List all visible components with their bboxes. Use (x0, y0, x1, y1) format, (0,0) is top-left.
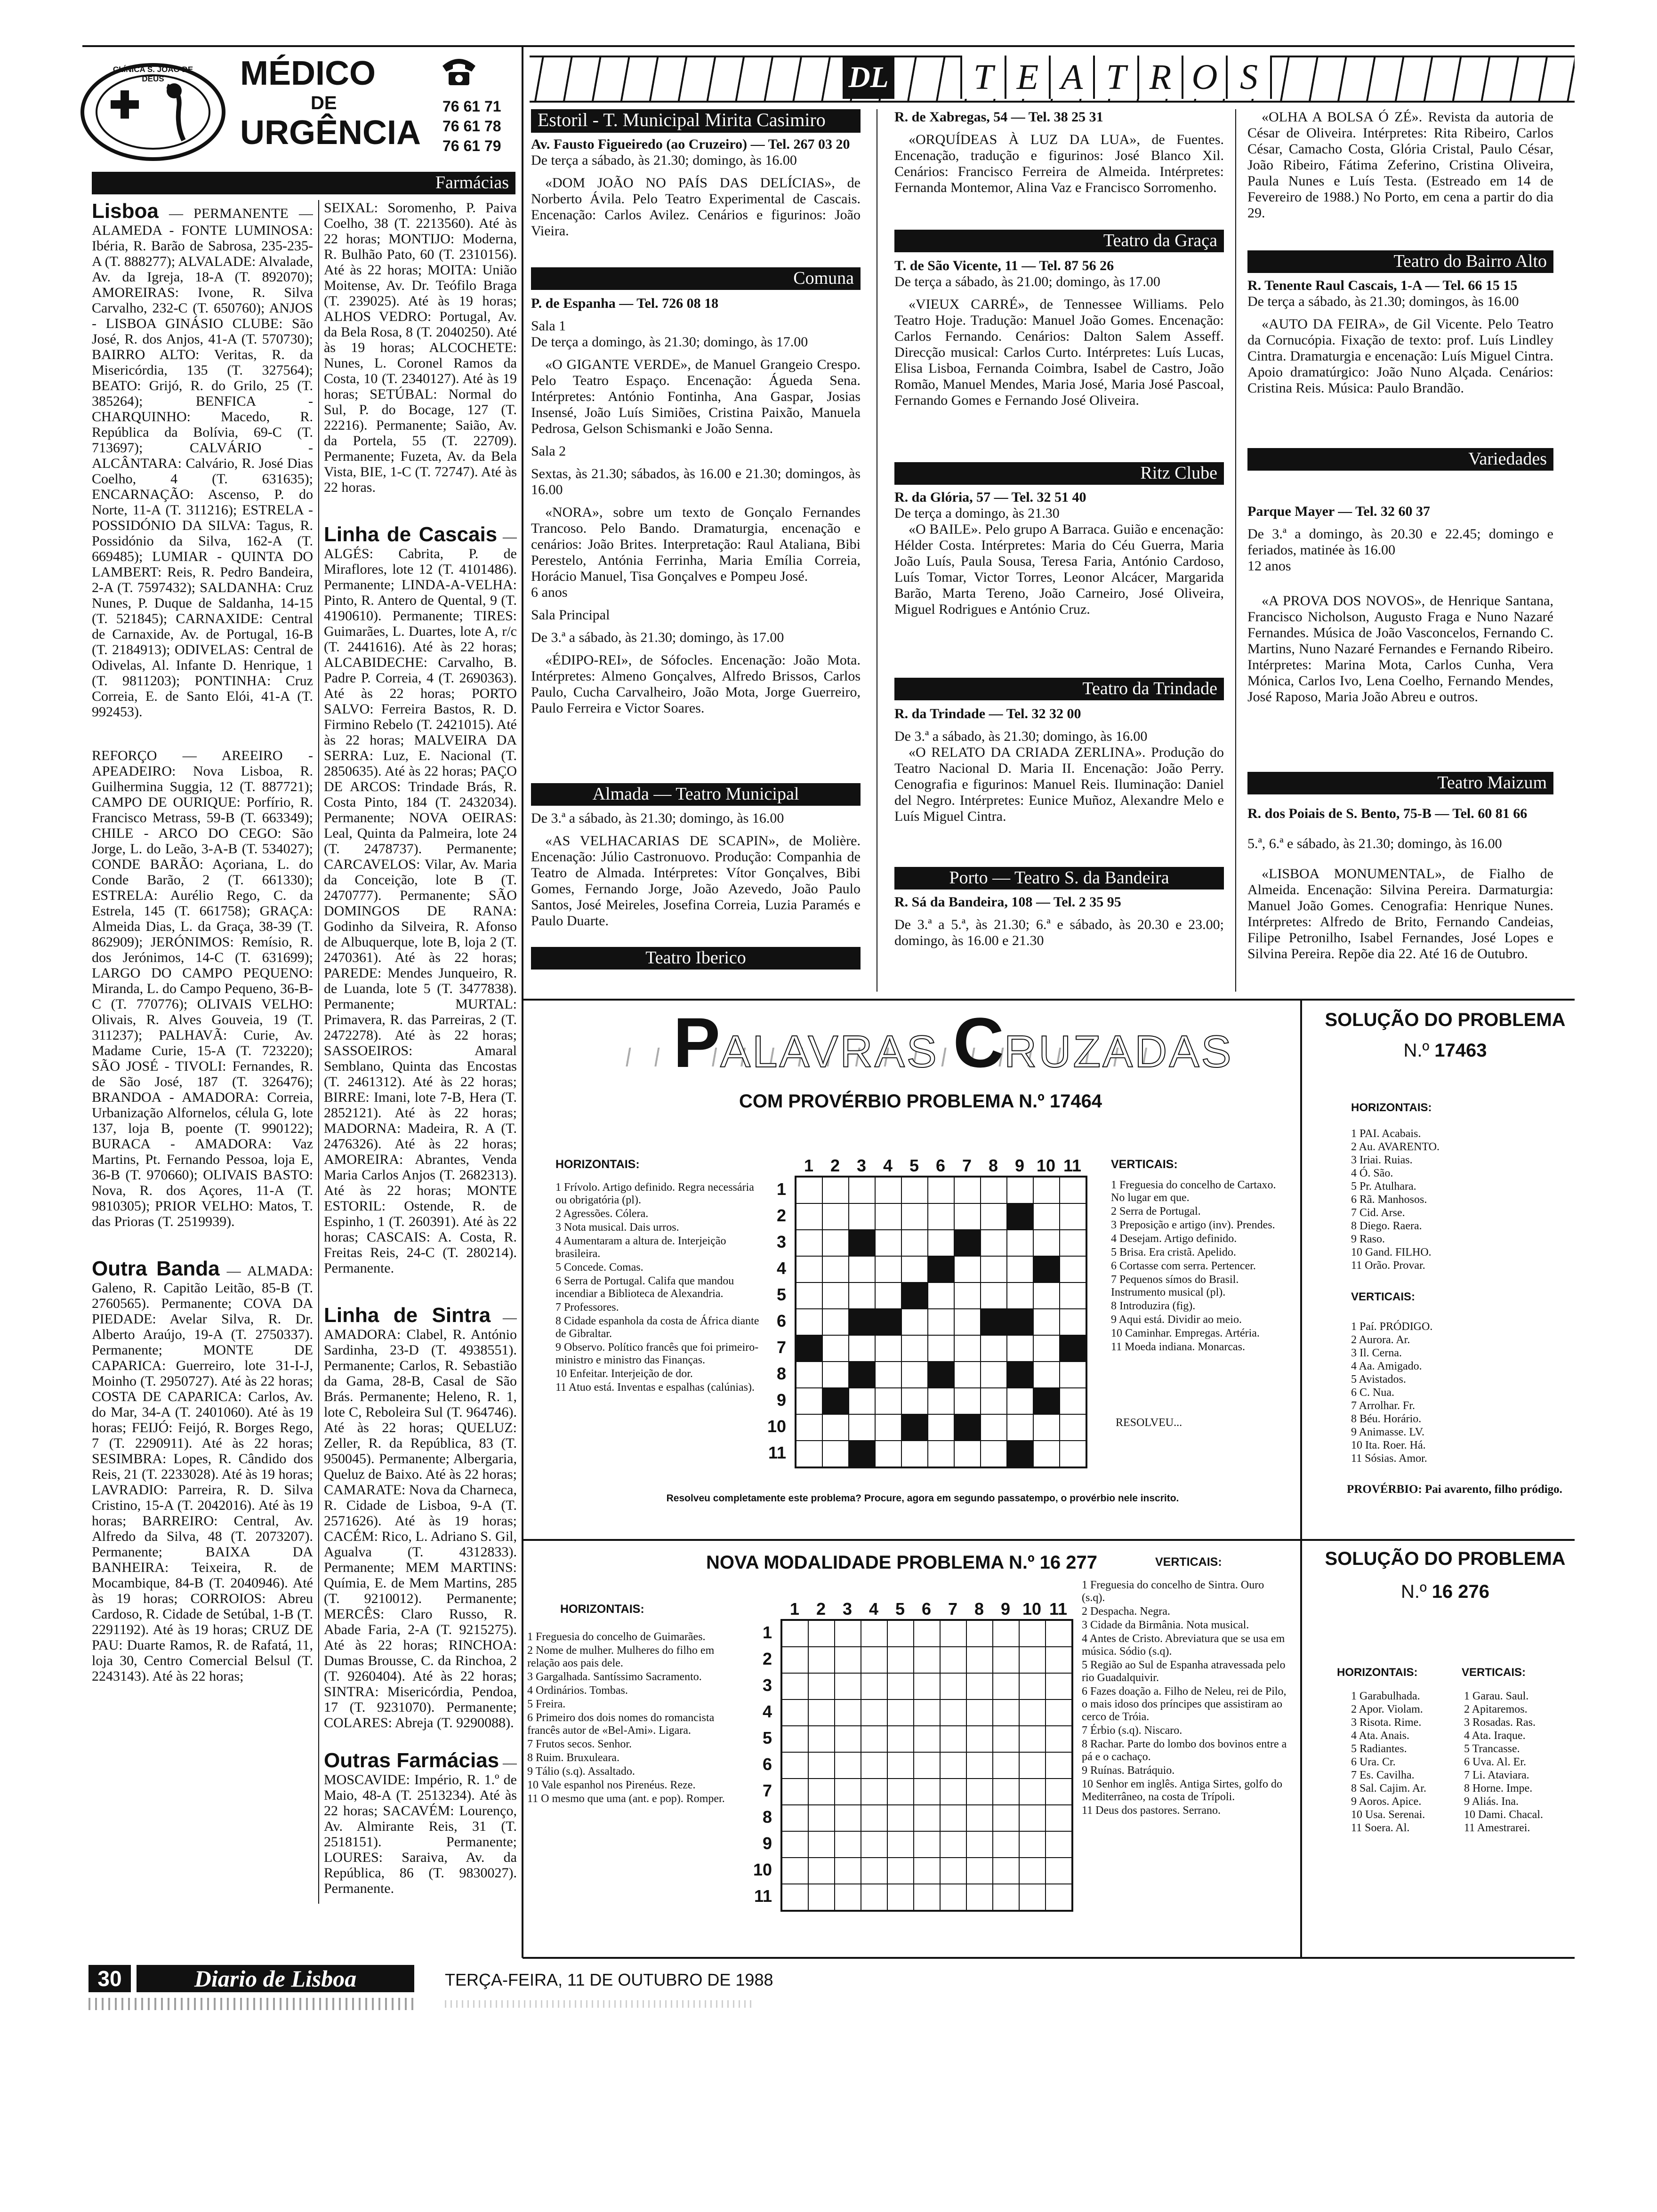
solution-entry: 3 Il. Cerna. (1351, 1347, 1402, 1359)
crossword-clue: 6 Cortasse com serra. Pertencer. (1111, 1260, 1256, 1272)
pharmacy-outra-banda (92, 1258, 313, 1684)
grid-row-number: 3 (776, 1232, 786, 1251)
solution-entry: 2 Apitaremos. (1464, 1703, 1528, 1715)
solution-entry: 2 Apor. Violam. (1351, 1703, 1423, 1715)
crossword-top-rule (523, 999, 1575, 1001)
clinic-logo-text: CLÍNICA S. JOÃO DE DEUS (113, 65, 193, 83)
solution-1-number-prefix: N.º (1403, 1040, 1435, 1061)
solution-2-vert-label: VERTICAIS: (1462, 1666, 1526, 1679)
theater-estoril (531, 136, 861, 246)
palavras-cruzadas-banner (673, 1003, 1233, 1082)
grid-row-number: 4 (762, 1702, 772, 1721)
teatros-letter: O (1182, 56, 1226, 99)
grid-row-number: 2 (776, 1206, 786, 1225)
outras-heading: Outras Farmácias (324, 1749, 499, 1772)
solution-entry: 3 Risota. Rime. (1351, 1716, 1422, 1729)
grid-column-number: 9 (1014, 1156, 1025, 1175)
solution-2-number-prefix: N.º (1400, 1581, 1432, 1602)
grid-row-number: 6 (762, 1755, 772, 1774)
solution-1-number-value: 17463 (1434, 1040, 1487, 1061)
solution-1-title: SOLUÇÃO DO PROBLEMA (1325, 1010, 1566, 1030)
farmacias-bar: Farmácias (92, 172, 515, 194)
solution-entry: 5 Trancasse. (1464, 1743, 1520, 1755)
grid-row-number: 6 (776, 1311, 786, 1330)
solution-entry: 9 Aliás. Ina. (1464, 1795, 1519, 1808)
theater-porto (894, 894, 1224, 955)
crossword-1-vertical-clues (1111, 1179, 1290, 1354)
solution-entry: 1 Paí. PRÓDIGO. (1351, 1321, 1433, 1333)
theater-almada (531, 810, 861, 936)
de-word: DE (311, 93, 337, 113)
crossword-1-resolveu: RESOLVEU... (1116, 1417, 1182, 1429)
solution-entry: 3 Rosadas. Ras. (1464, 1716, 1536, 1729)
theater-schedule: Sextas, às 21.30; sábados, às 16.00 e 21.30; domingos, às 16.00 (531, 466, 861, 497)
solution-2-number-value: 16 276 (1432, 1581, 1490, 1602)
theater-age: 12 anos (1247, 558, 1291, 574)
crossword-clue: 11 Atuo está. Inventas e espalhas (calúnias). (555, 1381, 755, 1394)
theater-address: Av. Fausto Figueiredo (ao Cruzeiro) — Tel. 267 03 20 (531, 136, 850, 152)
solution-entry: 7 Arrolhar. Fr. (1351, 1400, 1415, 1412)
solution-1-vert-label: VERTICAIS: (1351, 1290, 1416, 1303)
sintra-heading: Linha de Sintra (324, 1304, 491, 1327)
clinic-logo (78, 60, 228, 164)
grid-column-number: 10 (1022, 1599, 1042, 1619)
grid-row-number: 2 (762, 1649, 772, 1668)
theater-ritz (894, 489, 1224, 624)
grid-column-number: 6 (935, 1156, 946, 1175)
theater-room: Sala Principal (531, 607, 610, 623)
crossword-clue: 11 Deus dos pastores. Serrano. (1082, 1804, 1221, 1817)
solution-entry: 10 Ita. Roer. Há. (1351, 1439, 1426, 1451)
theater-address: R. de Xabregas, 54 — Tel. 38 25 31 (894, 109, 1103, 125)
teatros-letter: S (1226, 56, 1272, 99)
crossword-clue: 9 Ruínas. Batráquio. (1082, 1764, 1175, 1777)
solution-entry: 6 C. Nua. (1351, 1387, 1394, 1399)
grid-border (795, 1176, 1087, 1468)
crossword-clue: 7 Érbio (s.q). Niscaro. (1082, 1724, 1182, 1737)
crossword-clue: 7 Pequenos símos do Brasil. Instrumento musical (pl). (1111, 1274, 1239, 1298)
teatros-col-rule-2 (1235, 109, 1236, 992)
crossword-clue: 4 Antes de Cristo. Abreviatura que se usa em música. Sódio (s.q). (1082, 1633, 1285, 1658)
theater-address: T. de São Vicente, 11 — Tel. 87 56 26 (894, 258, 1114, 273)
crossword-clue: 1 Freguesia do concelho de Guimarães. (527, 1631, 706, 1643)
crossword-clue: 1 Freguesia do concelho de Sintra. Ouro (s.q). (1082, 1579, 1264, 1604)
theater-iberico (894, 109, 1224, 202)
outra-banda-heading: Outra Banda (92, 1257, 220, 1280)
grid-column-number: 5 (895, 1599, 905, 1619)
theater-bar-ritz: Ritz Clube (894, 462, 1224, 485)
grid-row-number: 8 (762, 1807, 772, 1827)
grid-column-number: 9 (1000, 1599, 1011, 1619)
theater-address: R. dos Poiais de S. Bento, 75-B — Tel. 60 81 66 (1247, 806, 1528, 821)
phone-number: 76 61 78 (442, 118, 501, 135)
theater-description: «A PROVA DOS NOVOS», de Henrique Santana, Francisco Nicholson, Augusto Fraga e Nuno Nazaré Fernandes. Música de João Vasconcelos, Fernando C. Martins, Nuno Nazaré Fernandes e Fernando Ribeiro. Intérpretes: Marina Mota, Carlos Cunha, Vera Mónica, Carlos Ivo, Lena Coelho, Fernando Mendes, José Raposo, Maria João Abreu e outros. (1247, 593, 1553, 705)
grid-row-number: 5 (762, 1728, 772, 1747)
theater-bar-estoril: Estoril - T. Municipal Mirita Casimiro (531, 109, 861, 133)
grid-column-number: 4 (869, 1599, 879, 1619)
theater-schedule: De 3.ª a sábado, às 21.30; domingo, às 16.00 (531, 810, 784, 826)
solution-entry: 2 Au. AVARENTO. (1351, 1141, 1440, 1153)
solution-entry: 9 Aoros. Apice. (1351, 1795, 1422, 1808)
solution-entry: 11 Soera. Al. (1351, 1822, 1410, 1834)
theater-graca (894, 258, 1224, 415)
theater-address: R. da Glória, 57 — Tel. 32 51 40 (894, 489, 1086, 505)
grid-column-number: 8 (974, 1599, 984, 1619)
sintra-listing: — AMADORA: Clabel, R. António Sardinha, 23-D (T. 4938551). Permanente; Carlos, R. Sebastião da Gama, 28-B, Casal de São Brás. Permanente; Heleno, R. 1, lote C, Reboleira Sul (T. 964746). Até às 22 horas; QUELUZ: Zeller, R. da República, 83 (T. 950045). Permanente; Albergaria, Queluz de Baixo. Até às 22 horas; CAMARATE: Nova da Charneca, R. Cidade de Lisboa, 9-A (T. 2571626). Até às 19 horas; CACÉM: Rico, L. Adriano S. Gil, Agualva (T. 4312833). Permanente; MEM MARTINS: Químia, E. de Mem Martins, 285 (T. 9210012). Permanente; MERCÊS: Claro Russo, R. Abade Faria, 2-A (T. 9215275). Até às 22 horas; RINCHOA: Dumas Brousse, C. da Rinchoa, 2 (T. 9260404). Até às 22 horas; SINTRA: Misericórdia, Pendoa, 17 (T. 9231070). Permanente; COLARES: Abreja (T. 9290088). (324, 1310, 517, 1731)
urgencia-word: URGÊNCIA (240, 114, 421, 152)
crossword-clue: 4 Aumentaram a altura de. Interjeição brasileira. (555, 1235, 726, 1260)
theater-schedule: De terça a sábado, às 21.00; domingo, às 17.00 (894, 274, 1160, 289)
solution-entry: 6 Ura. Cr. (1351, 1756, 1396, 1768)
solution-2-verticais (1464, 1690, 1572, 1835)
theater-description: «VIEUX CARRÉ», de Tennessee Williams. Pelo Teatro Hoje. Tradução: Manuel João Gomes. Encenação: Carlos Fernando. Cenários: Dalton Salem Asseff. Direcção musical: Carlos Curto. Intérpretes: Luís Lucas, Elisa Lisboa, Fernanda Coimbra, Isabel de Castro, João Romão, Manuel Mendes, Maria José, Maria José Pascoal, Fernando Gomes e Fernando José Oliveira. (894, 297, 1224, 408)
theater-description: «O GIGANTE VERDE», de Manuel Grangeio Crespo. Pelo Teatro Espaço. Encenação: Águeda Sena. Intérpretes: António Fontinha, Ana Gaspar, Josias Insensé, João Luís Simiões, Cristina Paixão, Manuela Pedrosa, Gelson Schismanki e João Senna. (531, 357, 861, 436)
crossword-1-grid (767, 1156, 1087, 1481)
grid-row-number: 8 (776, 1364, 786, 1383)
grid-row-number: 3 (762, 1675, 772, 1695)
pharmacy-cascais (324, 523, 517, 1276)
solution-entry: 2 Aurora. Ar. (1351, 1334, 1410, 1346)
crossword-clue: 4 Desejam. Artigo definido. (1111, 1233, 1237, 1245)
theater-schedule: De terça a sábado, às 21.30; domingos, às 16.00 (1247, 294, 1519, 309)
medico-title (240, 56, 421, 151)
crossword-2-grid (753, 1599, 1073, 1924)
solution-entry: 10 Dami. Chacal. (1464, 1809, 1543, 1821)
crossword-clue: 9 Observo. Político francês que foi primeiro-ministro e ministro das Finanças. (555, 1341, 759, 1366)
solution-entry: 3 Iriai. Ruias. (1351, 1154, 1413, 1166)
pharmacy-column-rule (318, 200, 319, 1904)
theater-bar-maizum: Teatro Maizum (1247, 772, 1553, 794)
solution-1-verticais (1351, 1320, 1558, 1465)
crossword-clue: 2 Despacha. Negra. (1082, 1605, 1170, 1618)
publication-date: TERÇA-FEIRA, 11 DE OUTUBRO DE 1988 (445, 1970, 773, 1989)
crossword-clue: 8 Introduzira (fig). (1111, 1300, 1196, 1312)
theater-variedades (1247, 504, 1553, 712)
grid-column-number: 3 (856, 1156, 867, 1175)
banner-initial-p: P (673, 1003, 721, 1082)
theater-description: «O BAILE». Pelo grupo A Barraca. Guião e encenação: Hélder Costa. Intérpretes: Maria do Céu Guerra, Maria João Luís, Paula Sousa, Teresa Faria, António Cardoso, Luís Tomar, Victor Torres, Leonor Alcácer, Margarida Barão, Marta Tereno, João Carneiro, José Oliveira, Miguel Rodrigues e António Cruz. (894, 521, 1224, 617)
crossword-clue: 2 Serra de Portugal. (1111, 1205, 1201, 1218)
grid-row-number: 11 (754, 1886, 772, 1906)
teatros-title (960, 56, 1272, 99)
grid-row-number: 7 (776, 1338, 786, 1357)
crossword-clue: 10 Vale espanhol nos Pirenéus. Reze. (527, 1779, 696, 1791)
crossword-clue: 4 Ordinários. Tombas. (527, 1684, 628, 1697)
crossword-clue: 7 Professores. (555, 1301, 619, 1314)
crossword-clue: 3 Cidade da Birmânia. Nota musical. (1082, 1619, 1249, 1631)
banner-initial-c: C (953, 1003, 1004, 1082)
pharmacy-column-1 (92, 200, 313, 1908)
dl-monogram: DL (843, 56, 894, 99)
theater-age: 6 anos (531, 585, 568, 600)
theater-description: «LISBOA MONUMENTAL», de Fialho de Almeida. Encenação: Silvina Pereira. Darmaturgia: Manuel João Gomes. Cenografia: Henrique Nunes. Intérpretes: Alfredo de Brito, Fernando Candeias, Filipe Petronilho, Isabel Fernandes, José Lopes e Silvina Pereira. Repõe dia 22. Até 16 de Outubro. (1247, 866, 1553, 962)
solution-entry: 4 Aa. Amigado. (1351, 1360, 1422, 1372)
solution-entry: 6 Rã. Manhosos. (1351, 1194, 1427, 1206)
crossword-clue: 6 Fazes doação a. Filho de Neleu, rei de Pilo, o mais idoso dos príncipes que assistiram ao cerco de Tróia. (1082, 1685, 1287, 1723)
grid-column-number: 1 (804, 1156, 814, 1175)
theater-description: «NORA», sobre um texto de Gonçalo Fernandes Trancoso. Pelo Bando. Dramaturgia, encenação e cenários: João Brites. Interpretação: Raul Ataliana, Bibi Perestelo, Antónia Ferrinha, Maria Emília Correia, Horácio Manuel, Tisa Gonçalves e Pompeu José. (531, 505, 861, 584)
footer-dots (88, 1998, 418, 2010)
crossword-1-horizontal-clues (555, 1181, 763, 1395)
solution-2-number (1318, 1581, 1572, 1603)
grid-column-number: 7 (948, 1599, 958, 1619)
solution-entry: 10 Gand. FILHO. (1351, 1246, 1432, 1258)
theater-bar-almada: Almada — Teatro Municipal (531, 783, 861, 806)
medico-word: MÉDICO (240, 55, 376, 92)
pharmacy-lisboa (92, 200, 313, 720)
theater-schedule: De 3.ª a 5.ª, às 21.30; 6.ª e sábado, às 20.30 e 23.00; domingo, às 16.00 e 21.30 (894, 917, 1224, 948)
teatros-letter: A (1049, 56, 1093, 99)
crossword-clue: 6 Primeiro dos dois nomes do romancista francês autor de «Bel-Ami». Ligara. (527, 1712, 715, 1737)
theater-description: «O RELATO DA CRIADA ZERLINA». Produção do Teatro Nacional D. Maria II. Encenação: João Perry. Cenografia e figurinos: Manuel Reis. Iluminação: Daniel del Negro. Intérpretes: Eunice Muñoz, Alexandre Melo e Luís Miguel Cintra. (894, 745, 1224, 824)
grid-column-number: 8 (988, 1156, 998, 1175)
grid-row-number: 10 (753, 1860, 772, 1879)
crossword-clue: 5 Concede. Comas. (555, 1261, 643, 1274)
phone-number: 76 61 79 (442, 137, 501, 154)
teatros-letter: E (1005, 56, 1049, 99)
theater-bar-bairro-alto: Teatro do Bairro Alto (1247, 250, 1553, 273)
crossword-2-title: NOVA MODALIDADE PROBLEMA N.º 16 277 (706, 1552, 1098, 1573)
crossword-clue: 11 O mesmo que uma (ant. e pop). Romper. (527, 1793, 725, 1805)
theater-bar-variedades: Variedades (1247, 448, 1553, 471)
crossword-2-horiz-label: HORIZONTAIS: (560, 1603, 644, 1616)
grid-column-number: 4 (883, 1156, 893, 1175)
crossword-clue: 3 Nota musical. Dais urros. (555, 1221, 679, 1234)
grid-row-number: 4 (776, 1258, 786, 1278)
grid-row-number: 11 (768, 1443, 786, 1462)
crossword-1-footer: Resolveu completamente este problema? Procure, agora em segundo passatempo, o provérbio nele inscrito. (666, 1493, 1179, 1504)
solution-entry: 8 Béu. Horário. (1351, 1413, 1422, 1425)
solution-entry: 5 Radiantes. (1351, 1743, 1407, 1755)
page-number: 30 (88, 1965, 131, 1992)
theater-schedule: De 3.ª a sábado, às 21.30; domingo, às 17.00 (531, 630, 784, 645)
crossword-clue: 9 Aqui está. Dividir ao meio. (1111, 1314, 1242, 1326)
theater-address: R. Tenente Raul Cascais, 1-A — Tel. 66 15 15 (1247, 278, 1518, 293)
solution-entry: 11 Amestrarei. (1464, 1822, 1530, 1834)
crossword-2-horizontal-clues (527, 1631, 730, 1806)
solution-entry: 8 Diego. Raera. (1351, 1220, 1422, 1232)
theater-address: Parque Mayer — Tel. 32 60 37 (1247, 504, 1431, 519)
grid-row-number: 7 (762, 1781, 772, 1800)
theater-bar-trindade: Teatro da Trindade (894, 678, 1224, 700)
crossword-2-vertical-clues (1082, 1579, 1289, 1818)
crossword-clue: 8 Rachar. Parte do lombo dos bovinos entre a pá e o cachaço. (1082, 1738, 1287, 1763)
theater-description: «ÉDIPO-REI», de Sófocles. Encenação: João Mota. Intérpretes: Almeno Gonçalves, Alfredo Brissos, Carlos Paulo, Cucha Carvalheiro, João Mota, Jorge Guerreiro, Paulo Ferreira e Victor Soares. (531, 652, 861, 716)
pharmacy-column-2 (324, 200, 517, 1908)
solution-entry: 11 Sósias. Amor. (1351, 1452, 1427, 1465)
solution-1-number (1318, 1040, 1572, 1061)
solution-entry: 10 Usa. Serenai. (1351, 1809, 1425, 1821)
solution-entry: 1 Garau. Saul. (1464, 1690, 1529, 1702)
theater-comuna (531, 296, 861, 723)
solution-entry: 8 Sal. Cajim. Ar. (1351, 1782, 1427, 1795)
crossword-2-vert-label: VERTICAIS: (1155, 1555, 1222, 1569)
solution-entry: 9 Raso. (1351, 1233, 1385, 1245)
pharmacy-sintra (324, 1304, 517, 1731)
grid-row-number: 10 (767, 1417, 787, 1436)
outras-listing: — MOSCAVIDE: Império, R. 1.º de Maio, 48-A (T. 2513234). Até às 22 horas; SACAVÉM: Lourenço, Av. Almirante Reis, 31 (T. 2518151). Permanente; LOURES: Saraiva, Av. da República, 86 (T. 9830027). Permanente. (324, 1755, 517, 1896)
banner-word-1: ALAVRAS (720, 1026, 953, 1077)
solution-entry: 4 Ata. Iraque. (1464, 1730, 1526, 1742)
pharmacy-outras (324, 1749, 517, 1896)
theater-schedule: De 3.ª a domingo, às 20.30 e 22.45; domingo e feriados, matinée às 16.00 (1247, 526, 1553, 558)
masthead-logo: Diario de Lisboa (137, 1965, 414, 1992)
crossword-clue: 3 Gargalhada. Santíssimo Sacramento. (527, 1671, 702, 1683)
theater-address: R. da Trindade — Tel. 32 32 00 (894, 706, 1081, 721)
top-rule (82, 45, 1575, 47)
grid-row-number: 9 (776, 1390, 786, 1410)
phone-icon (440, 54, 478, 87)
cascais-listing: — ALGÉS: Cabrita, P. de Miraflores, lote 12 (T. 4101486). Permanente; LINDA-A-VELHA: Pinto, R. Antero de Quental, 9 (T. 4190610). Permanente; TIRES: Guimarães, L. Duartes, lote A, r/c (T. 2441616). Até às 22 horas; ALCABIDECHE: Carvalho, B. Padre P. Correia, 4 (T. 2690363). Até às 22 horas; PORTO SALVO: Ferreira Bastos, R. D. Firmino Rebelo (T. 2421015). Até às 22 horas; MALVEIRA DA SERRA: Luz, E. Nacional (T. 2850635). Até às 22 horas; PAÇO DE ARCOS: Trindade Brás, R. Costa Pinto, 184 (T. 2432034). Permanente; NOVA OEIRAS: Leal, Quinta da Palmeira, lote 24 (T. 2478737). Permanente; CARCAVELOS: Vilar, Av. Maria da Conceição, lote B (T. 2470777). Permanente; SÃO DOMINGOS DE RANA: Godinho da Silveira, R. Afonso de Albuquerque, lote B, loja 2 (T. 2470361). Até às 22 horas; PAREDE: Mendes Junqueiro, R. de Luanda, lote 5 (T. 3477838). Permanente; MURTAL: Primavera, R. das Parreiras, 2 (T. 2472278). Até às 22 horas; SASSOEIROS: Amaral Semblano, Quinta das Encostas (T. 2461312). Até às 22 horas; BIRRE: Imani, lote 7-B, Hera (T. 2852121). Até às 22 horas; MADORNA: Madeira, R. A (T. 2476326). Até às 22 horas; AMOREIRA: Abrantes, Venda Maria Carlos Anjos (T. 2682313). Até às 22 horas; MONTE ESTORIL: Ostende, R. de Espinho, 1 (T. 260391). Até às 22 horas; CASCAIS: A. Costa, R. Freitas Reis, 24-C (T. 280214). Permanente. (324, 529, 517, 1276)
grid-row-number: 5 (776, 1285, 786, 1304)
solution-2-horiz-label: HORIZONTAIS: (1337, 1666, 1418, 1679)
grid-column-number: 2 (816, 1599, 826, 1619)
crossword-clue: 10 Caminhar. Empregas. Artéria. (1111, 1327, 1260, 1339)
solution-entry: 6 Uva. Al. Er. (1464, 1756, 1526, 1768)
theater-schedule: De 3.ª a sábado, às 21.30; domingo, às 16.00 (894, 729, 1148, 744)
solution-entry: 4 Ó. São. (1351, 1167, 1393, 1179)
crossword-mid-rule (523, 1539, 1575, 1541)
theater-schedule: 5.ª, 6.ª e sábado, às 21.30; domingo, às 16.00 (1247, 836, 1502, 851)
crossword-clue: 1 Frívolo. Artigo definido. Regra necessária ou obrigatória (pl). (555, 1181, 754, 1206)
solution-1-proverbio: PROVÉRBIO: Pai avarento, filho pródigo. (1347, 1483, 1562, 1496)
phone-number: 76 61 71 (442, 98, 501, 115)
crossword-clue: 9 Tálio (s.q). Assaltado. (527, 1765, 635, 1778)
theater-bar-iberico: Teatro Iberico (531, 947, 861, 970)
theater-trindade (894, 706, 1224, 831)
theater-description: «AUTO DA FEIRA», de Gil Vicente. Pelo Teatro da Cornucópia. Fixação de texto: prof. Luís Lindley Cintra. Dramaturgia e encenação: Luís Miguel Cintra. Apoio dramatúrgico: João Nuno Alçada. Cenários: Cristina Reis. Música: Paulo Brandão. (1247, 316, 1553, 396)
theater-description: «OLHA A BOLSA Ó ZÉ». Revista da autoria de César de Oliveira. Intérpretes: Rita Ribeiro, Carlos César, Camacho Costa, Glória Cristal, Paulo César, João Ribeiro, Fátima Zeferino, Cristina Oliveira, Paula Nunes e Luís Testa. (Estreado em 14 de Fevereiro de 1988.) No Porto, em cena a partir do dia 29. (1247, 109, 1553, 221)
crossword-clue: 6 Serra de Portugal. Califa que mandou incendiar a Biblioteca de Alexandria. (555, 1275, 734, 1300)
solution-entry: 5 Avistados. (1351, 1373, 1406, 1386)
grid-column-number: 11 (1063, 1156, 1082, 1175)
theater-bar-porto: Porto — Teatro S. da Bandeira (894, 867, 1224, 890)
crossword-clue: 11 Moeda indiana. Monarcas. (1111, 1341, 1246, 1353)
solution-2-horizontais (1351, 1690, 1473, 1835)
theater-schedule: De terça a domingo, às 21.30 (894, 505, 1060, 521)
pharmacy-reforco: REFORÇO — AREEIRO - APEADEIRO: Nova Lisboa, R. Guilhermina Suggia, 12 (T. 887721); CAMPO DE OURIQUE: Porfírio, R. Francisco Metrass, 59-B (T. 663349); CHILE - ARCO DO CEGO: São Jorge, L. do Leão, 3-A-B (T. 534027); CONDE BARÃO: Açoriana, L. do Conde Barão, 2 (T. 661330); ESTRELA: Aurélio Rego, C. da Estrela, 145 (T. 661758); GRAÇA: Almeida Dias, L. da Graça, 38-39 (T. 862909); JERÓNIMOS: Remísio, R. dos Jerónimos, 14-C (T. 631699); LARGO DO CAMPO PEQUENO: Miranda, L. do Campo Pequeno, 36-B-C (T. 770776); OLIVAIS VELHO: Olivais, R. Alves Gouveia, 19 (T. 311237); PALHAVÃ: Curie, Av. Madame Curie, 15-A (T. 723220); SÃO JOSÉ - TIVOLI: Fernandes, R. de São José, 187 (T. 326476); BRANDOA - AMADORA: Correia, Urbanização Alfornelos, célula G, lote 137, loja B, poente (T. 990122); BURACA - AMADORA: Vaz Martins, Pt. Fernando Pessoa, loja E, 36-B (T. 970660); OLIVAIS BASTO: Nova, R. dos Açores, 11-A (T. 9810305); PRIOR VELHO: Matos, T. das Prioras (T. 2519939). (92, 748, 313, 1229)
crossword-clue: 5 Freira. (527, 1698, 566, 1710)
grid-column-number: 2 (830, 1156, 840, 1175)
solution-entry: 1 Garabulhada. (1351, 1690, 1420, 1702)
solution-2-title: SOLUÇÃO DO PROBLEMA (1325, 1548, 1566, 1569)
theater-maizum (1247, 806, 1553, 969)
solution-1-horizontais (1351, 1127, 1558, 1272)
crossword-1-horiz-label: HORIZONTAIS: (555, 1158, 640, 1171)
column-divider-left (522, 47, 523, 1958)
grid-row-number: 9 (762, 1834, 772, 1853)
theater-schedule: De terça a sábado, às 21.30; domingo, às 16.00 (531, 152, 797, 168)
crossword-clue: 5 Brisa. Era cristã. Apelido. (1111, 1246, 1236, 1258)
teatros-letter: R (1137, 56, 1182, 99)
solution-1-horiz-label: HORIZONTAIS: (1351, 1101, 1432, 1114)
crossword-clue: 7 Frutos secos. Senhor. (527, 1738, 632, 1750)
urgencia-phones (442, 96, 501, 156)
outra-banda-listing: — ALMADA: Galeno, R. Capitão Leitão, 85-B (T. 2760565). Permanente; COVA DA PIEDADE: Avelar Silva, R. Dr. Alberto Araújo, 19-A (T. 2750337). Permanente; MONTE DE CAPARICA: Guerreiro, lote 31-I-J, Moinho (T. 2950727). Até às 22 horas; COSTA DE CAPARICA: Carlos, Av. do Mar, 34-A (T. 2401060). Até às 19 horas; FEIJÓ: Feijó, R. Borges Rego, 7 (T. 2290911). Até às 22 horas; SESIMBRA: Lopes, R. Cândido dos Reis, 21 (T. 2233028). Até às 19 horas; LAVRADIO: Parreira, R. D. Silva Cristino, 15-A (T. 2042016). Até às 19 horas; BARREIRO: Central, Av. Alfredo da Silva, 48 (T. 2073207). Permanente; BAIXA DA BANHEIRA: Teixeira, R. de Mocambique, 84-B (T. 2040946). Até às 19 horas; CORROIOS: Abreu Cardoso, R. Cidade de Setúbal, 1-B (T. 2291192). Até às 19 horas; CRUZ DE PAU: Duarte Ramos, R. de Rafatá, 11, loja 30, Centro Comercial Belsul (T. 2243143). Até às 22 horas; (92, 1263, 313, 1684)
theater-bar-comuna: Comuna (531, 267, 861, 290)
crossword-clue: 3 Preposição e artigo (inv). Prendes. (1111, 1219, 1275, 1231)
theater-room: Sala 1 (531, 318, 566, 334)
solution-entry: 7 Es. Cavilha. (1351, 1769, 1415, 1781)
crossword-1-title: COM PROVÉRBIO PROBLEMA N.º 17464 (739, 1091, 1102, 1112)
theater-description: «ORQUÍDEAS À LUZ DA LUA», de Fuentes. Encenação, tradução e figurinos: José Blanco Xil. Cenários: Francisco Ferreira de Almeida. Intérpretes: Fernanda Montemor, Alina Vaz e Francisco Sorromenho. (894, 132, 1224, 195)
lisboa-heading: Lisboa (92, 200, 159, 223)
theater-bairro-alto (1247, 278, 1553, 403)
solution-entry: 7 Cid. Arse. (1351, 1207, 1405, 1219)
theater-description: «AS VELHACARIAS DE SCAPIN», de Molière. Encenação: Júlio Castronuovo. Produção: Companhia de Teatro de Almada. Intérpretes: Vítor Gonçalves, Bibi Gomes, Fernando Jorge, João Azevedo, João Paulo Santos, José Meireles, Josefina Correia, Luzia Paramés e Paulo Duarte. (531, 833, 861, 929)
grid-column-number: 11 (1049, 1599, 1068, 1619)
crossword-clue: 2 Agressões. Cólera. (555, 1208, 649, 1220)
solution-entry: 4 Ata. Anais. (1351, 1730, 1409, 1742)
teatros-letter: T (1093, 56, 1137, 99)
crossword-clue: 1 Freguesia do concelho de Cartaxo. No lugar em que. (1111, 1179, 1276, 1204)
grid-column-number: 3 (842, 1599, 853, 1619)
solution-entry: 8 Horne. Impe. (1464, 1782, 1533, 1795)
grid-column-number: 1 (789, 1599, 800, 1619)
crossword-clue: 5 Região ao Sul de Espanha atravessada pelo rio Guadalquivir. (1082, 1659, 1286, 1684)
theater-bar-graca: Teatro da Graça (894, 230, 1224, 252)
grid-column-number: 7 (962, 1156, 972, 1175)
teatros-letter: T (960, 56, 1005, 99)
grid-border (780, 1619, 1073, 1912)
solution-entry: 5 Pr. Atulhara. (1351, 1180, 1416, 1193)
grid-row-number: 1 (762, 1623, 772, 1642)
crossword-1-vert-label: VERTICAIS: (1111, 1158, 1178, 1171)
cascais-heading: Linha de Cascais (324, 523, 498, 546)
pharmacy-seixal: SEIXAL: Soromenho, P. Paiva Coelho, 38 (T. 2213560). Até às 22 horas; MONTIJO: Moderna, R. Bulhão Pato, 60 (T. 2310156). Até às 22 horas; MOITA: União Moitense, Av. Dr. Teófilo Braga (T. 239025). Até às 19 horas; ALHOS VEDRO: Portugal, Av. da Bela Rosa, 8 (T. 2040250). Até às 19 horas; ALCOCHETE: Nunes, L. Coronel Ramos da Costa, 10 (T. 2340127). Até às 19 horas; SETÚBAL: Normal do Sul, P. do Bocage, 127 (T. 22216). Permanente; Saião, Av. da Portela, 55 (T. 22709). Permanente; Fuzeta, Av. da Bela Vista, BIE, 1-C (T. 72747). Até às 22 horas. (324, 200, 517, 495)
theater-schedule: De terça a domingo, às 21.30; domingo, às 17.00 (531, 334, 808, 350)
crossword-clue: 8 Ruim. Bruxuleara. (527, 1752, 619, 1764)
grid-row-number: 1 (776, 1179, 786, 1199)
crossword-clue: 10 Enfeitar. Interjeição de dor. (555, 1368, 693, 1380)
grid-column-number: 5 (909, 1156, 919, 1175)
crossword-clue: 8 Cidade espanhola da costa de África diante de Gibraltar. (555, 1315, 759, 1340)
theater-address: R. Sá da Bandeira, 108 — Tel. 2 35 95 (894, 894, 1121, 910)
solution-entry: 7 Li. Ataviara. (1464, 1769, 1529, 1781)
solution-entry: 11 Orão. Provar. (1351, 1259, 1425, 1272)
lisboa-listing: — PERMANENTE — ALAMEDA - FONTE LUMINOSA: Ibéria, R. Barão de Sabrosa, 235-235-A (T. 888277); ALVALADE: Alvalade, Av. da Igreja, 18-A (T. 892070); AMOREIRAS: Ivone, R. Silva Carvalho, 232-C (T. 650760); ANJOS - LISBOA GINÁSIO CLUBE: São José, R. dos Anjos, 41-A (T. 570730); BAIRRO ALTO: Veritas, R. da Misericórdia, 135 (T. 327564); BEATO: Grijó, R. do Grilo, 25 (T. 385264); BENFICA - CHARQUINHO: Macedo, R. República da Bolívia, 69-C (T. 713697); CALVÁRIO - ALCÂNTARA: Calvário, R. José Dias Coelho, 4 (T. 631635); ENCARNAÇÃO: Ascenso, P. do Norte, 11-A (T. 311216); ESTRELA - POSSIDÓNIO DA SILVA: Tagus, R. Possidónio da Silva, 162-A (T. 669485); LUMIAR - QUINTA DO LAMBERT: Reis, R. Pedro Bandeira, 2-A (T. 7597432); SALDANHA: Cruz Nunes, P. Duque de Saldanha, 14-15 (T. 521845); CARNAXIDE: Central de Carnaxide, Av. de Portugal, 16-B (T. 2184913); ODIVELAS: Central de Odivelas, Al. Infante D. Henrique, 1 (T. 9811203); PONTINHA: Cruz Correia, E. de Santo Elói, 41-A (T. 992453). (92, 206, 313, 720)
crossword-clue: 10 Senhor em inglês. Antiga Sirtes, golfo do Mediterrâneo, na costa de Trípoli. (1082, 1778, 1282, 1803)
banner-word-2: RUZADAS (1004, 1026, 1233, 1077)
crossword-bottom-rule (523, 1957, 1575, 1959)
solution-entry: 1 PAI. Acabais. (1351, 1128, 1421, 1140)
grid-column-number: 6 (921, 1599, 932, 1619)
theater-address: P. de Espanha — Tel. 726 08 18 (531, 296, 719, 311)
theater-description: «DOM JOÃO NO PAÍS DAS DELÍCIAS», de Norberto Ávila. Pelo Teatro Experimental de Cascais. Encenação: Carlos Avilez. Cenários e figurinos: João Vieira. (531, 175, 861, 239)
grid-column-number: 10 (1036, 1156, 1056, 1175)
footer-faint-rule (445, 2000, 756, 2008)
theater-bolsa (1247, 109, 1553, 228)
theater-room: Sala 2 (531, 443, 566, 459)
crossword-clue: 2 Nome de mulher. Mulheres do filho em relação aos pais dele. (527, 1644, 715, 1669)
solution-entry: 9 Animasse. LV. (1351, 1426, 1425, 1438)
solution-divider (1300, 1000, 1302, 1958)
